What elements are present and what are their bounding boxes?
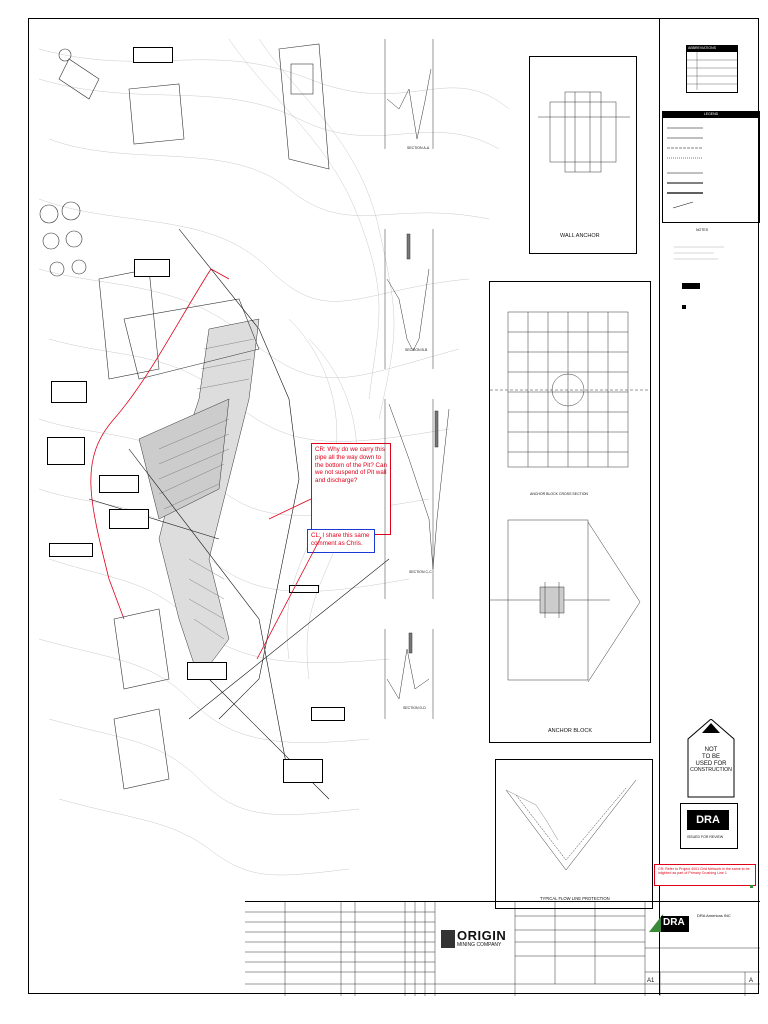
revision: A [749,978,754,984]
legend-title: LEGEND [663,112,759,118]
flow-line-drawing [496,760,652,890]
dra-logo-text: DRA [663,917,685,928]
abbreviations-table [686,45,738,93]
title-block [245,901,760,995]
wall-anchor-drawing [530,57,636,227]
section-label: SECTION C-C [409,570,432,574]
abbreviations-title: ABBREVIATIONS [687,46,737,52]
origin-name: ORIGIN [457,928,507,943]
section-label: SECTION D-D [403,706,426,710]
review-comment[interactable]: CL: I share this same comment as Chris. [307,529,375,553]
section-label: SECTION A-A [407,146,430,150]
anchor-block-cross-section-title: ANCHOR BLOCK CROSS SECTION [530,492,588,496]
dra-logo: DRA [687,810,729,830]
review-comment[interactable]: CR: Why do we carry this pipe all the way down to the bottom of the Pit? Can we not suspend of Pit wall and discharge? [311,443,391,535]
green-mark [750,885,753,888]
flow-line-title: TYPICAL FLOW LINE PROTECTION [540,896,610,901]
dra-titleblock-logo [649,910,689,934]
notes-lines [674,243,734,283]
stamp-text [688,747,734,774]
review-comment[interactable]: CR: Refer to Project 4001 Grid Network in the same to be inlighted as part of Primary Crushing Line 1 [654,864,756,886]
stamp-line: NOT [704,747,718,753]
section-label: SECTION B-B [405,348,428,352]
anchor-block-drawing [490,282,650,722]
notes-badge [682,305,686,309]
origin-sub: MINING COMPANY [457,942,502,948]
origin-logo [441,928,511,952]
legend-table [662,111,760,223]
notes-badge [682,283,700,289]
sidebar-notes [659,19,760,995]
origin-emblem-icon [441,930,455,948]
dra-logo-box [680,803,738,849]
notes-title: NOTES [696,228,709,232]
dra-company: DRA Americas INC [697,913,731,918]
anchor-block-title: ANCHOR BLOCK [548,728,593,734]
flow-line-detail [495,759,653,909]
anchor-block-panel [489,281,651,743]
stamp-line: TO BE [702,753,720,760]
drawing-sheet [28,18,759,994]
stamp-line: USED FOR [695,760,727,767]
wall-anchor-title: WALL ANCHOR [560,233,600,239]
wall-anchor-detail [529,56,637,254]
stamp-line: CONSTRUCTION [690,766,732,773]
issued-label: ISSUED FOR REVIEW [687,835,724,839]
sheet-size: A1 [647,978,655,984]
section-profiles [379,39,469,719]
